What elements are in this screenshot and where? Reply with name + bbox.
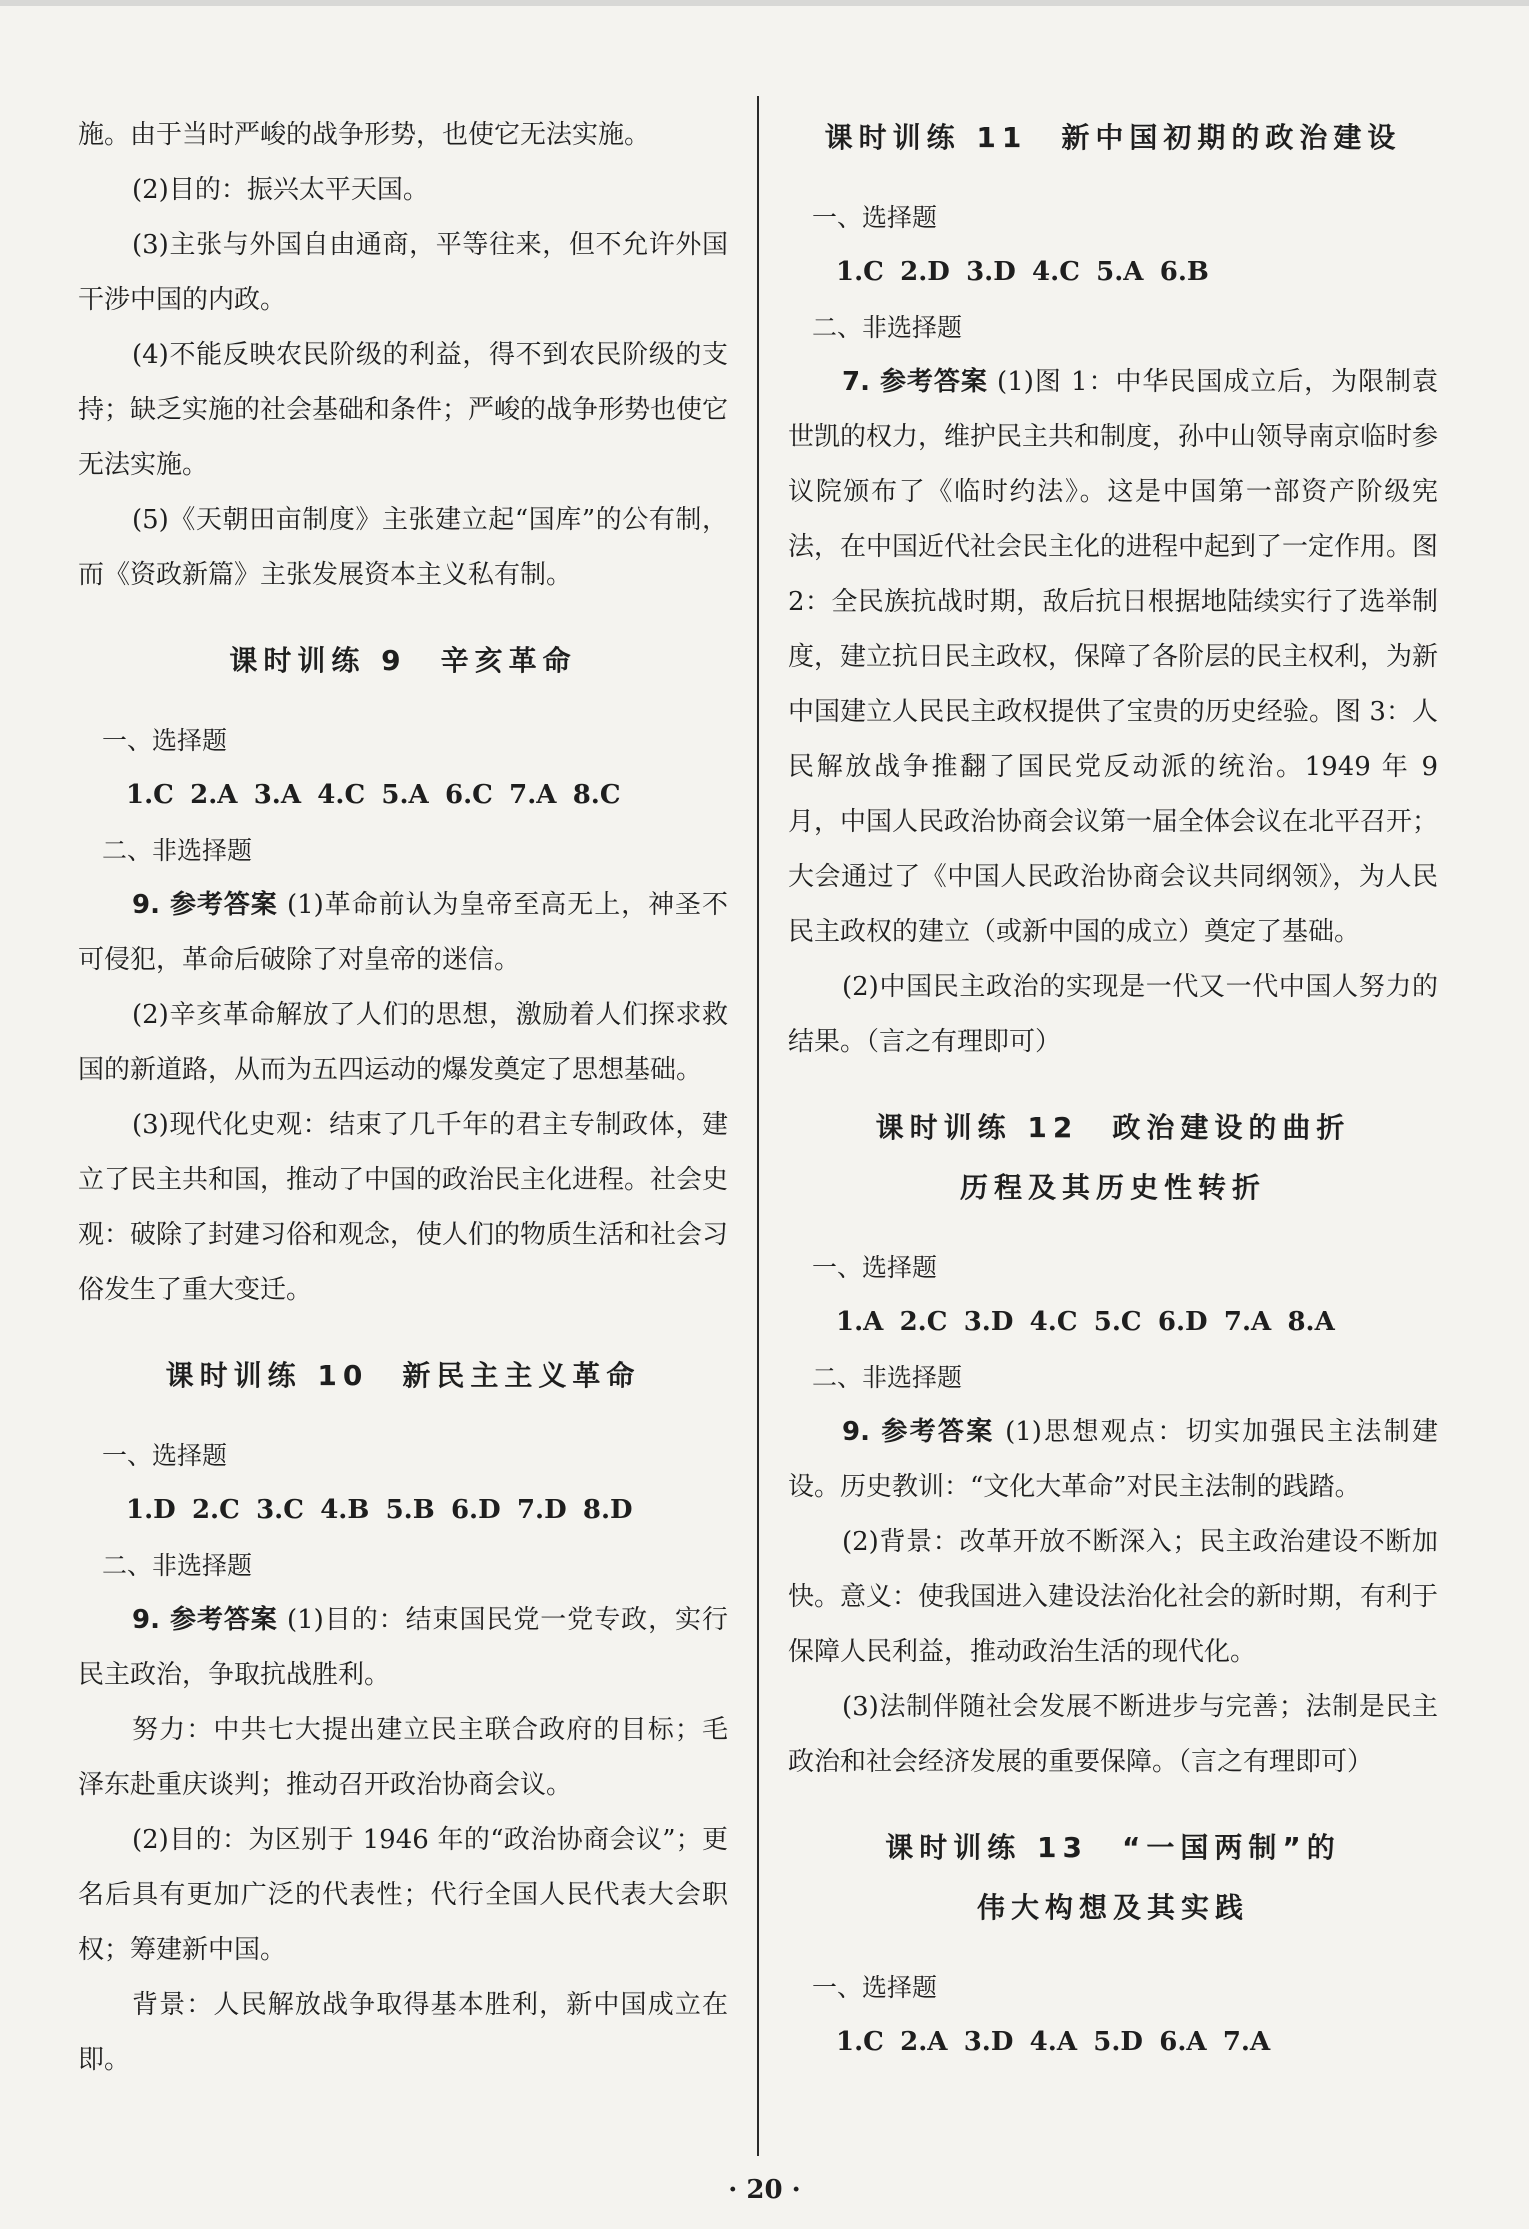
answer-lead: 9. 参考答案 [842, 1417, 995, 1447]
section-title-line: 历程及其历史性转折 [959, 1171, 1266, 1204]
paragraph [78, 1593, 728, 1703]
answer: 2.A [190, 780, 238, 810]
column-divider [757, 96, 759, 2156]
answer-list [788, 1295, 1438, 1350]
answer-lead: 9. 参考答案 [132, 890, 278, 920]
answer-lead: 9. 参考答案 [132, 1605, 278, 1635]
answer: 7.D [516, 1495, 567, 1525]
answer-lead: 7. 参考答案 [842, 367, 988, 397]
answer: 3.D [963, 2027, 1014, 2057]
answer: 7.A [1223, 1307, 1272, 1337]
paragraph: (2)中国民主政治的实现是一代又一代中国人努力的结果。（言之有理即可） [788, 972, 1438, 1057]
section-title-line: 课时训练 13 “一国两制”的 [885, 1831, 1341, 1864]
answer: 3.D [966, 257, 1016, 287]
answer: 4.B [320, 1495, 370, 1525]
answer: 4.C [1029, 1307, 1078, 1337]
section-heading: 一、选择题 [102, 726, 228, 755]
section-heading: 一、选择题 [102, 1441, 228, 1470]
answer-list [78, 1483, 728, 1538]
section-title [788, 1098, 1438, 1218]
section-title-line: 伟大构想及其实践 [976, 1891, 1249, 1924]
paragraph: (2)辛亥革命解放了人们的思想，激励着人们探求救国的新道路，从而为五四运动的爆发奠定了思想基础。 [78, 1000, 728, 1085]
section-title: 课时训练 9 辛亥革命 [229, 644, 577, 677]
answer: 1.C [126, 780, 174, 810]
answer: 6.B [1159, 257, 1209, 287]
section-heading: 一、选择题 [812, 1253, 938, 1282]
answer-list [788, 245, 1438, 300]
paragraph: 背景：人民解放战争取得基本胜利，新中国成立在即。 [78, 1990, 728, 2075]
answer: 5.B [385, 1495, 435, 1525]
paragraph-text: (1)思想观点：切实加强民主法制建设。历史教训：“文化大革命”对民主法制的践踏。 [788, 1417, 1438, 1502]
paragraph: (3)法制伴随社会发展不断进步与完善；法制是民主政治和社会经济发展的重要保障。（言之有理即可） [788, 1692, 1438, 1777]
answer: 1.C [836, 257, 884, 287]
answer: 5.C [1093, 1307, 1142, 1337]
section-title [788, 1818, 1438, 1938]
answer: 4.C [1032, 257, 1080, 287]
top-edge [0, 0, 1529, 6]
paragraph-text: (1)革命前认为皇帝至高无上，神圣不可侵犯，革命后破除了对皇帝的迷信。 [78, 890, 728, 975]
section-heading: 二、非选择题 [812, 313, 963, 342]
paragraph-text: (1)图 1：中华民国成立后，为限制袁世凯的权力，维护民主共和制度，孙中山领导南京临时参议院颁布了《临时约法》。这是中国第一部资产阶级宪法，在中国近代社会民主化的进程中起到了一定作用。图 2：全民族抗战时期，敌后抗日根据地陆续实行了选举制度，建立抗日民主政权，保障了各阶层的民主权利，为新中国建立人民民主政权提供了宝贵的历史经验。图 3：人民解放战争推翻了国民党反动派的统治。1949 年 9 月，中国人民政治协商会议第一届全体会议在北平召开；大会通过了《中国人民政治协商会议共同纲领》，为人民民主政权的建立（或新中国的成立）奠定了基础。 [788, 367, 1439, 947]
text-line: 施。由于当时严峻的战争形势，也使它无法实施。 [78, 120, 651, 150]
answer-list [788, 2015, 1438, 2070]
section-heading: 二、非选择题 [812, 1363, 963, 1392]
paragraph: 努力：中共七大提出建立民主联合政府的目标；毛泽东赴重庆谈判；推动召开政治协商会议。 [78, 1715, 728, 1800]
answer: 1.D [126, 1495, 176, 1525]
answer: 6.A [1159, 2027, 1207, 2057]
paragraph: (2)目的：为区别于 1946 年的“政治协商会议”；更名后具有更加广泛的代表性；代行全国人民代表大会职权；筹建新中国。 [78, 1825, 728, 1965]
answer: 4.C [317, 780, 366, 810]
answer: 4.A [1029, 2027, 1077, 2057]
answer: 3.A [253, 780, 302, 810]
answer: 7.A [1222, 2027, 1271, 2057]
answer: 5.A [1096, 257, 1144, 287]
answer: 2.D [900, 257, 950, 287]
answer: 2.C [191, 1495, 240, 1525]
paragraph: (2)目的：振兴太平天国。 [132, 175, 429, 205]
answer: 3.C [256, 1495, 304, 1525]
answer: 8.A [1287, 1307, 1335, 1337]
section-heading: 二、非选择题 [102, 836, 253, 865]
answer-list [78, 768, 728, 823]
answer: 3.D [963, 1307, 1014, 1337]
answer: 8.D [582, 1495, 633, 1525]
section-title: 课时训练 10 新民主主义革命 [165, 1359, 641, 1392]
paragraph: (3)现代化史观：结束了几千年的君主专制政体，建立了民主共和国，推动了中国的政治民主化进程。社会史观：破除了封建习俗和观念，使人们的物质生活和社会习俗发生了重大变迁。 [78, 1110, 729, 1305]
paragraph: (4)不能反映农民阶级的利益，得不到农民阶级的支持；缺乏实施的社会基础和条件；严峻的战争形势也使它无法实施。 [78, 340, 729, 480]
section-title: 课时训练 11 新中国初期的政治建设 [824, 121, 1402, 154]
answer: 6.D [1157, 1307, 1208, 1337]
answer: 6.C [445, 780, 493, 810]
paragraph-text: (1)目的：结束国民党一党专政，实行民主政治，争取抗战胜利。 [78, 1605, 728, 1690]
answer: 1.C [836, 2027, 884, 2057]
answer: 2.C [899, 1307, 948, 1337]
answer: 6.D [450, 1495, 501, 1525]
page-number: · 20 · [728, 2175, 801, 2205]
paragraph: (5)《天朝田亩制度》主张建立起“国库”的公有制，而《资政新篇》主张发展资本主义私有制。 [78, 505, 728, 590]
left-column [78, 108, 728, 2088]
paragraph: (2)背景：改革开放不断深入；民主政治建设不断加快。意义：使我国进入建设法治化社会的新时期，有利于保障人民利益，推动政治生活的现代化。 [788, 1527, 1439, 1667]
answer: 7.A [509, 780, 557, 810]
paragraph [788, 355, 1438, 960]
section-heading: 二、非选择题 [102, 1551, 253, 1580]
section-heading: 一、选择题 [812, 1973, 938, 2002]
section-heading: 一、选择题 [812, 203, 938, 232]
answer: 5.D [1093, 2027, 1143, 2057]
answer: 8.C [572, 780, 621, 810]
right-column [788, 108, 1438, 2070]
paragraph [78, 878, 728, 988]
paragraph [788, 1405, 1438, 1515]
answer: 1.A [836, 1307, 884, 1337]
answer: 2.A [900, 2027, 948, 2057]
section-title-line: 课时训练 12 政治建设的曲折 [875, 1111, 1351, 1144]
answer: 5.A [381, 780, 429, 810]
paragraph: (3)主张与外国自由通商，平等往来，但不允许外国干涉中国的内政。 [78, 230, 728, 315]
